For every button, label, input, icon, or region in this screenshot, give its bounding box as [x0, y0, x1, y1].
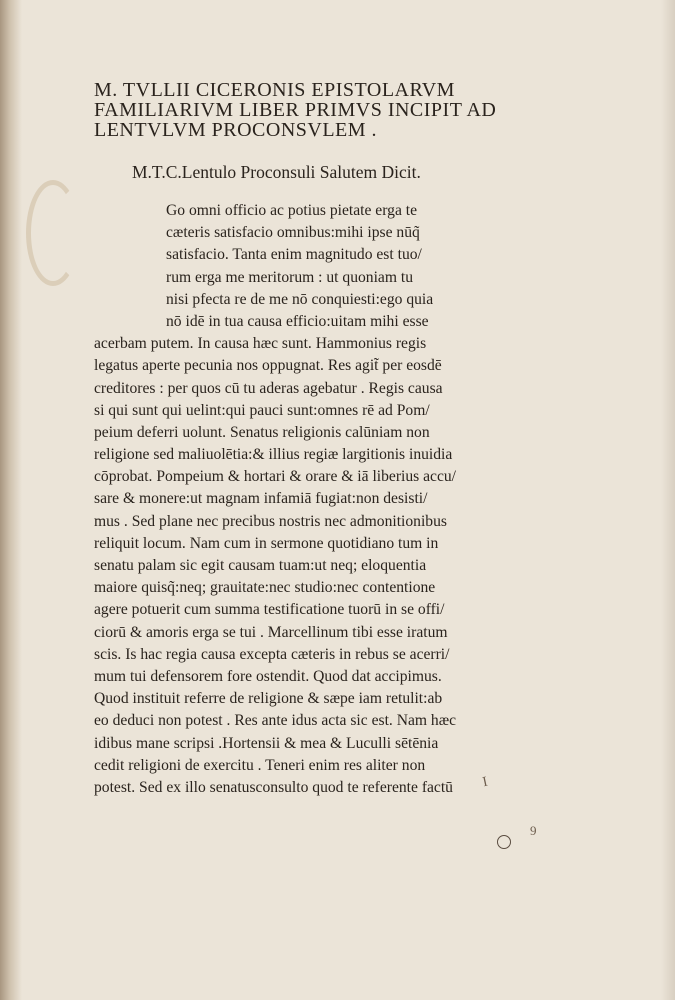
letter-body	[94, 200, 534, 799]
paper-stain	[26, 180, 80, 286]
text-line: cōprobat. Pompeium & hortari & orare & iā liberius accu/	[94, 468, 457, 486]
text-line: eo deduci non potest . Res ante idus acta sic est. Nam hæc	[94, 712, 457, 730]
text-line: mus . Sed plane nec precibus nostris nec admonitionibus	[94, 512, 447, 530]
text-line: potest. Sed ex illo senatusconsulto quod te referente factū	[94, 778, 453, 796]
text-line: satisfacio. Tanta enim magnitudo est tuo/	[166, 246, 422, 264]
text-line: si qui sunt qui uelint:qui pauci sunt:omnes rē ad Pom/	[94, 401, 430, 419]
text-line: agere potuerit cum summa testificatione tuorū in se offi/	[94, 601, 445, 619]
text-line: maiore quisq̃:neq; grauitate:nec studio:nec contentione	[94, 579, 436, 597]
heading-line-1: M. TVLLII CICERONIS EPISTOLARVM	[94, 79, 455, 101]
text-line: reliquit locum. Nam cum in sermone quotidiano tum in	[94, 534, 439, 552]
text-line: mum tui defensorem fore ostendit. Quod dat accipimus.	[94, 667, 442, 685]
text-line: creditores : per quos cū tu aderas agebatur . Regis causa	[94, 379, 443, 397]
text-line: nō idē in tua causa efficio:uitam mihi esse	[166, 312, 429, 330]
page-edge-shadow	[661, 0, 675, 1000]
text-line: idibus mane scripsi .Hortensii & mea & Luculli sētēnia	[94, 734, 439, 752]
chapter-heading	[94, 80, 614, 140]
text-line: rum erga me meritorum : ut quoniam tu	[166, 268, 413, 286]
gutter-shadow	[0, 0, 22, 1000]
page-pencil-mark: 9	[530, 823, 537, 838]
margin-pencil-mark: I	[481, 774, 490, 791]
text-line: religione sed maliuolētia:& illius regiæ largitionis inuidia	[94, 446, 453, 464]
text-line: sare & monere:ut magnam infamiā fugiat:non desisti/	[94, 490, 428, 508]
text-line: cedit religioni de exercitu . Teneri enim res aliter non	[94, 756, 426, 774]
text-line: Quod instituit referre de religione & sæpe iam retulit:ab	[94, 690, 443, 708]
text-line: Go omni officio ac potius pietate erga te	[166, 202, 418, 219]
text-line: nisi pfecta re de me nō conquiesti:ego quia	[166, 290, 434, 308]
text-line: ciorū & amoris erga se tui . Marcellinum tibi esse iratum	[94, 623, 448, 641]
heading-line-2: FAMILIARIVM LIBER PRIMVS INCIPIT AD	[94, 99, 497, 121]
text-line: acerbam putem. In causa hæc sunt. Hammonius regis	[94, 335, 427, 353]
salutation-line: M.T.C.Lentulo Proconsuli Salutem Dicit.	[132, 162, 421, 182]
circle-mark-icon	[497, 835, 511, 849]
text-line: cæteris satisfacio omnibus:mihi ipse nūq̃	[166, 224, 420, 242]
text-line: scis. Is hac regia causa excepta cæteris in rebus se acerri/	[94, 645, 450, 663]
heading-line-3: LENTVLVM PROCONSVLEM .	[94, 119, 378, 141]
text-line: peium deferri uolunt. Senatus religionis calūniam non	[94, 423, 430, 441]
text-line: legatus aperte pecunia nos oppugnat. Res agit̃ per eosdē	[94, 357, 442, 375]
text-line: senatu palam sic egit causam tuam:ut neq; eloquentia	[94, 557, 427, 574]
